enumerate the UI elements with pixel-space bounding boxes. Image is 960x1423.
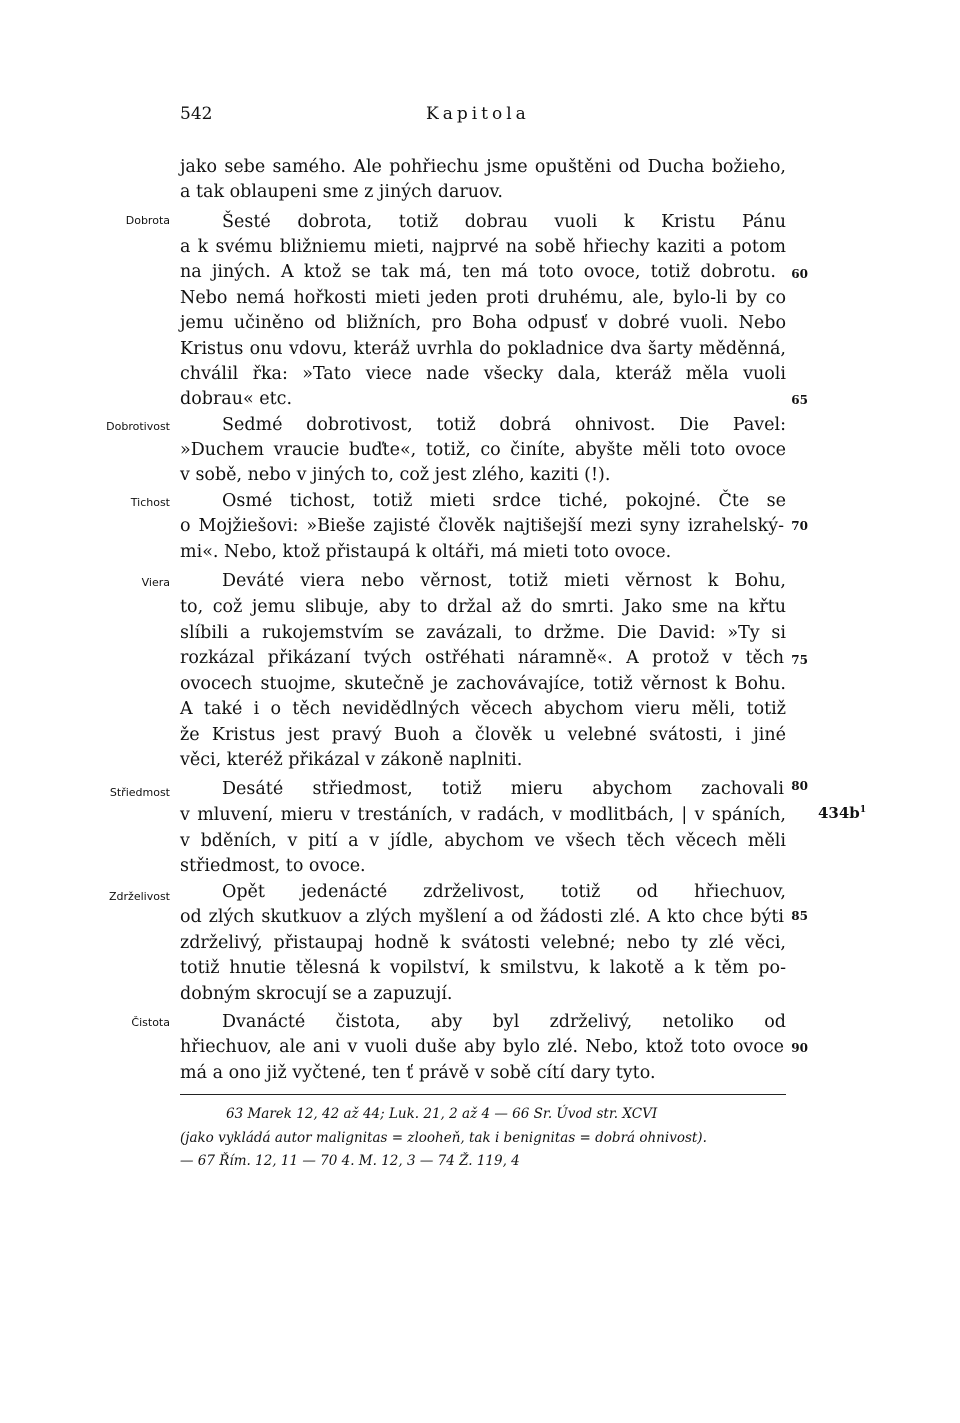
text-line: Deváté viera nebo věrnost, totiž mieti věrnost k Bohu,	[222, 571, 786, 591]
footnote-line: — 67 Řím. 12, 11 — 70 4. M. 12, 3 — 74 Ž. 119, 4	[180, 1153, 520, 1169]
text-line: zdrželivý, přistaupaj hodně k svátosti velebné; nebo ty zlé věci,	[180, 933, 786, 953]
text-line: Šesté dobrota, totiž dobrau vuoli k Kristu Pánu	[222, 212, 786, 232]
text-line: to, což jemu slibuje, aby to držal až do smrti. Jako sme na křtu	[180, 597, 786, 617]
text-line: Kristus onu vdovu, kteráž uvrhla do pokladnice dva šarty měděnná,	[180, 339, 786, 359]
text-line: na jiných. A ktož se tak má, ten má toto ovoce, totiž dobrotu.	[180, 262, 776, 282]
text-line: Nebo nemá hořkosti mieti jeden proti druhému, ale, bylo-li by co	[180, 288, 786, 308]
line-number: 70	[791, 519, 808, 533]
text-line: jemu učiněno od bližních, pro Boha odpusť v dobré vuoli. Nebo	[180, 313, 786, 333]
page-header	[180, 100, 786, 130]
margin-note: Dobrotivost	[106, 420, 170, 433]
text-line: dobrau« etc.	[180, 389, 293, 409]
margin-note: Zdrželivost	[109, 890, 170, 903]
text-line: v mluvení, mieru v trestáních, v radách, v modlitbách, | v spáních,	[180, 805, 786, 825]
text-line: v sobě, nebo v jiných to, což jest zlého, kaziti (!).	[180, 465, 611, 485]
text-line: Dvanácté čistota, aby byl zdrželivý, netoliko od	[222, 1012, 786, 1032]
text-line: a tak oblaupeni sme z jiných daruov.	[180, 182, 503, 202]
text-line: a k svému bližniemu mieti, najprvé na sobě hřiechy kaziti a potom	[180, 237, 786, 257]
text-line: v bděních, v pití a v jídle, abychom ve všech těch věcech měli	[180, 831, 786, 851]
running-title: Kapitola	[426, 104, 530, 124]
line-number: 60	[791, 267, 808, 281]
text-line: chválil řka: »Tato viece nade všecky dala, kteráž měla vuoli	[180, 364, 786, 384]
margin-note: Dobrota	[125, 214, 170, 227]
text-line: Osmé tichost, totiž mieti srdce tiché, pokojné. Čte se	[222, 491, 786, 511]
footnote-line: (jako vykládá autor malignitas = zlooheň, tak i benignitas = dobrá ohnivost).	[180, 1130, 707, 1146]
footnote-line: 63 Marek 12, 42 až 44; Luk. 21, 2 až 4 — 66 Sr. Úvod str. XCVI	[226, 1106, 658, 1122]
margin-note: Střiedmost	[109, 786, 170, 799]
folio-mark: $434b^1$	[818, 804, 867, 822]
line-number: 65	[791, 393, 808, 407]
text-line: »Duchem vraucie buďte«, totiž, co činíte, abyšte měli toto ovoce	[180, 440, 786, 460]
footnote-rule	[180, 1094, 786, 1095]
text-line: rozkázal přikázaní tvých ostřéhati náramně«. A protož v těch	[180, 648, 784, 668]
text-line: věci, kteréž přikázal v zákoně naplniti.	[180, 750, 523, 770]
text-line: Sedmé dobrotivost, totiž dobrá ohnivost. Die Pavel:	[222, 415, 786, 435]
line-number: 75	[791, 653, 808, 667]
margin-note: Viera	[141, 576, 170, 589]
text-line: slíbili a rukojemstvím se zavázali, to držme. Die David: »Ty si	[180, 623, 786, 643]
text-line: A také i o těch nevidědlných věcech abychom vieru měli, totiž	[180, 699, 786, 719]
text-line: o Mojžiešovi: »Bieše zajisté člověk najtišejší mezi syny izrahelský-	[180, 516, 784, 536]
line-number: 85	[791, 909, 808, 923]
text-line: má a ono již vyčtené, ten ť právě v sobě cítí dary tyto.	[180, 1063, 656, 1083]
text-line: ovocech stuojme, skutečně je zachovávajíce, totiž věrnost k Bohu.	[180, 674, 786, 694]
text-line: Desáté střiedmost, totiž mieru abychom zachovali	[222, 779, 784, 799]
page-number: 542	[180, 104, 213, 124]
line-number: 90	[791, 1041, 808, 1055]
margin-note: Čistota	[131, 1016, 170, 1029]
line-number: 80	[791, 779, 808, 793]
text-line: jako sebe samého. Ale pohřiechu jsme opuštěni od Ducha božieho,	[180, 157, 786, 177]
text-line: že Kristus jest pravý Buoh a člověk u velebné svátosti, i jiné	[180, 725, 786, 745]
text-line: mi«. Nebo, ktož přistaupá k oltáři, má mieti toto ovoce.	[180, 542, 672, 562]
text-line: totiž hnutie tělesná k vopilství, k smilstvu, k lakotě a k těm po-	[180, 958, 786, 978]
text-line: dobným skrocují se a zapuzují.	[180, 984, 453, 1004]
text-line: Opět jedenácté zdrželivost, totiž od hřiechuov,	[222, 882, 786, 902]
text-line: od zlých skutkuov a zlých myšlení a od žádosti zlé. A kto chce býti	[180, 907, 784, 927]
text-line: střiedmost, to ovoce.	[180, 856, 366, 876]
text-line: hřiechuov, ale ani v vuoli duše aby bylo zlé. Nebo, ktož toto ovoce	[180, 1037, 784, 1057]
margin-note: Tichost	[130, 496, 170, 509]
